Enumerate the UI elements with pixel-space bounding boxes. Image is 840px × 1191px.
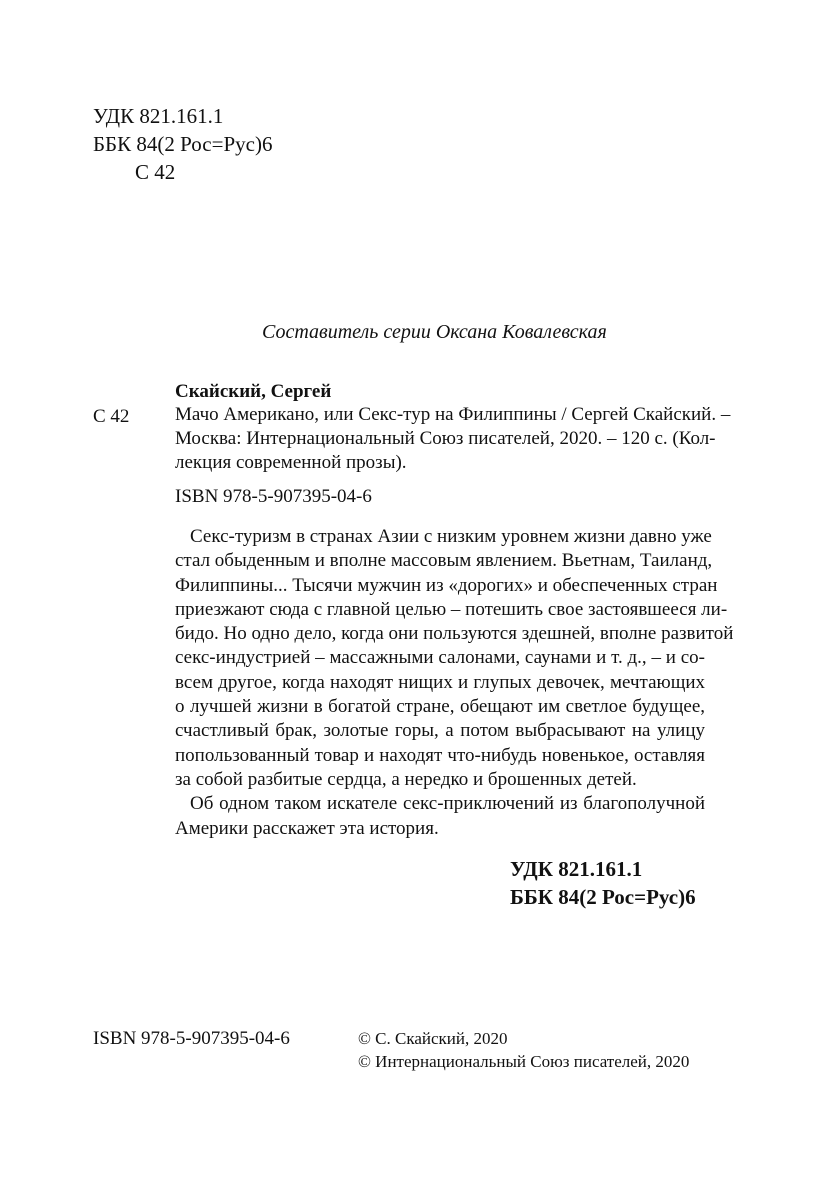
copyright-publisher: © Интернациональный Союз писателей, 2020 — [358, 1052, 690, 1071]
author-heading: Скайский, Сергей — [175, 381, 332, 402]
bbk-code-bottom: ББК 84(2 Рос=Рус)6 — [510, 885, 696, 909]
annotation-line: Филиппины... Тысячи мужчин из «дорогих» и обеспеченных стран — [175, 574, 718, 596]
isbn-record: ISBN 978-5-907395-04-6 — [175, 486, 372, 507]
annotation-line: за собой разбитые сердца, а нередко и брошенных детей. — [175, 768, 637, 790]
annotation-line: секс-индустрией – массажными салонами, саунами и т. д., – и со- — [175, 647, 705, 669]
udk-code-bottom: УДК 821.161.1 — [510, 857, 643, 881]
cutter-margin-code: С 42 — [93, 406, 130, 427]
biblio-line: лекция современной прозы). — [175, 452, 407, 473]
top-classification-block — [93, 102, 272, 186]
annotation-line: Об одном таком искателе секс-приключений из благополучной — [190, 793, 705, 815]
bibliographic-record — [175, 403, 731, 475]
bottom-classification-block — [510, 855, 696, 911]
udk-code: УДК 821.161.1 — [93, 104, 224, 128]
bbk-code: ББК 84(2 Рос=Рус)6 — [93, 132, 273, 156]
annotation-line: счастливый брак, золотые горы, а потом выбрасывают на улицу — [175, 720, 705, 742]
annotation-line: всем другое, когда находят нищих и глупых девочек, мечтающих — [175, 671, 705, 693]
copyright-block — [358, 1027, 689, 1073]
isbn-bottom: ISBN 978-5-907395-04-6 — [93, 1028, 290, 1049]
annotation-line: попользованный товар и находят что-нибудь новенькое, оставляя — [175, 744, 705, 766]
annotation — [175, 525, 734, 841]
annotation-line: Секс-туризм в странах Азии с низким уровнем жизни давно уже — [190, 526, 712, 547]
annotation-line: приезжают сюда с главной целью – потешить свое застоявшееся ли- — [175, 598, 728, 620]
biblio-line: Мачо Американо, или Секс-тур на Филиппины / Сергей Скайский. – — [175, 404, 731, 425]
cutter-code: С 42 — [135, 160, 176, 184]
series-editor: Составитель серии Оксана Ковалевская — [262, 321, 607, 343]
annotation-line: о лучшей жизни в богатой стране, обещают им светлое будущее, — [175, 696, 705, 718]
annotation-line: Америки расскажет эта история. — [175, 817, 439, 839]
annotation-line: бидо. Но одно дело, когда они пользуются здешней, вполне развитой — [175, 623, 734, 645]
biblio-line: Москва: Интернациональный Союз писателей, 2020. – 120 с. (Кол- — [175, 428, 716, 449]
copyright-author: © С. Скайский, 2020 — [358, 1029, 508, 1048]
annotation-line: стал обыденным и вполне массовым явлением. Вьетнам, Таиланд, — [175, 550, 713, 572]
